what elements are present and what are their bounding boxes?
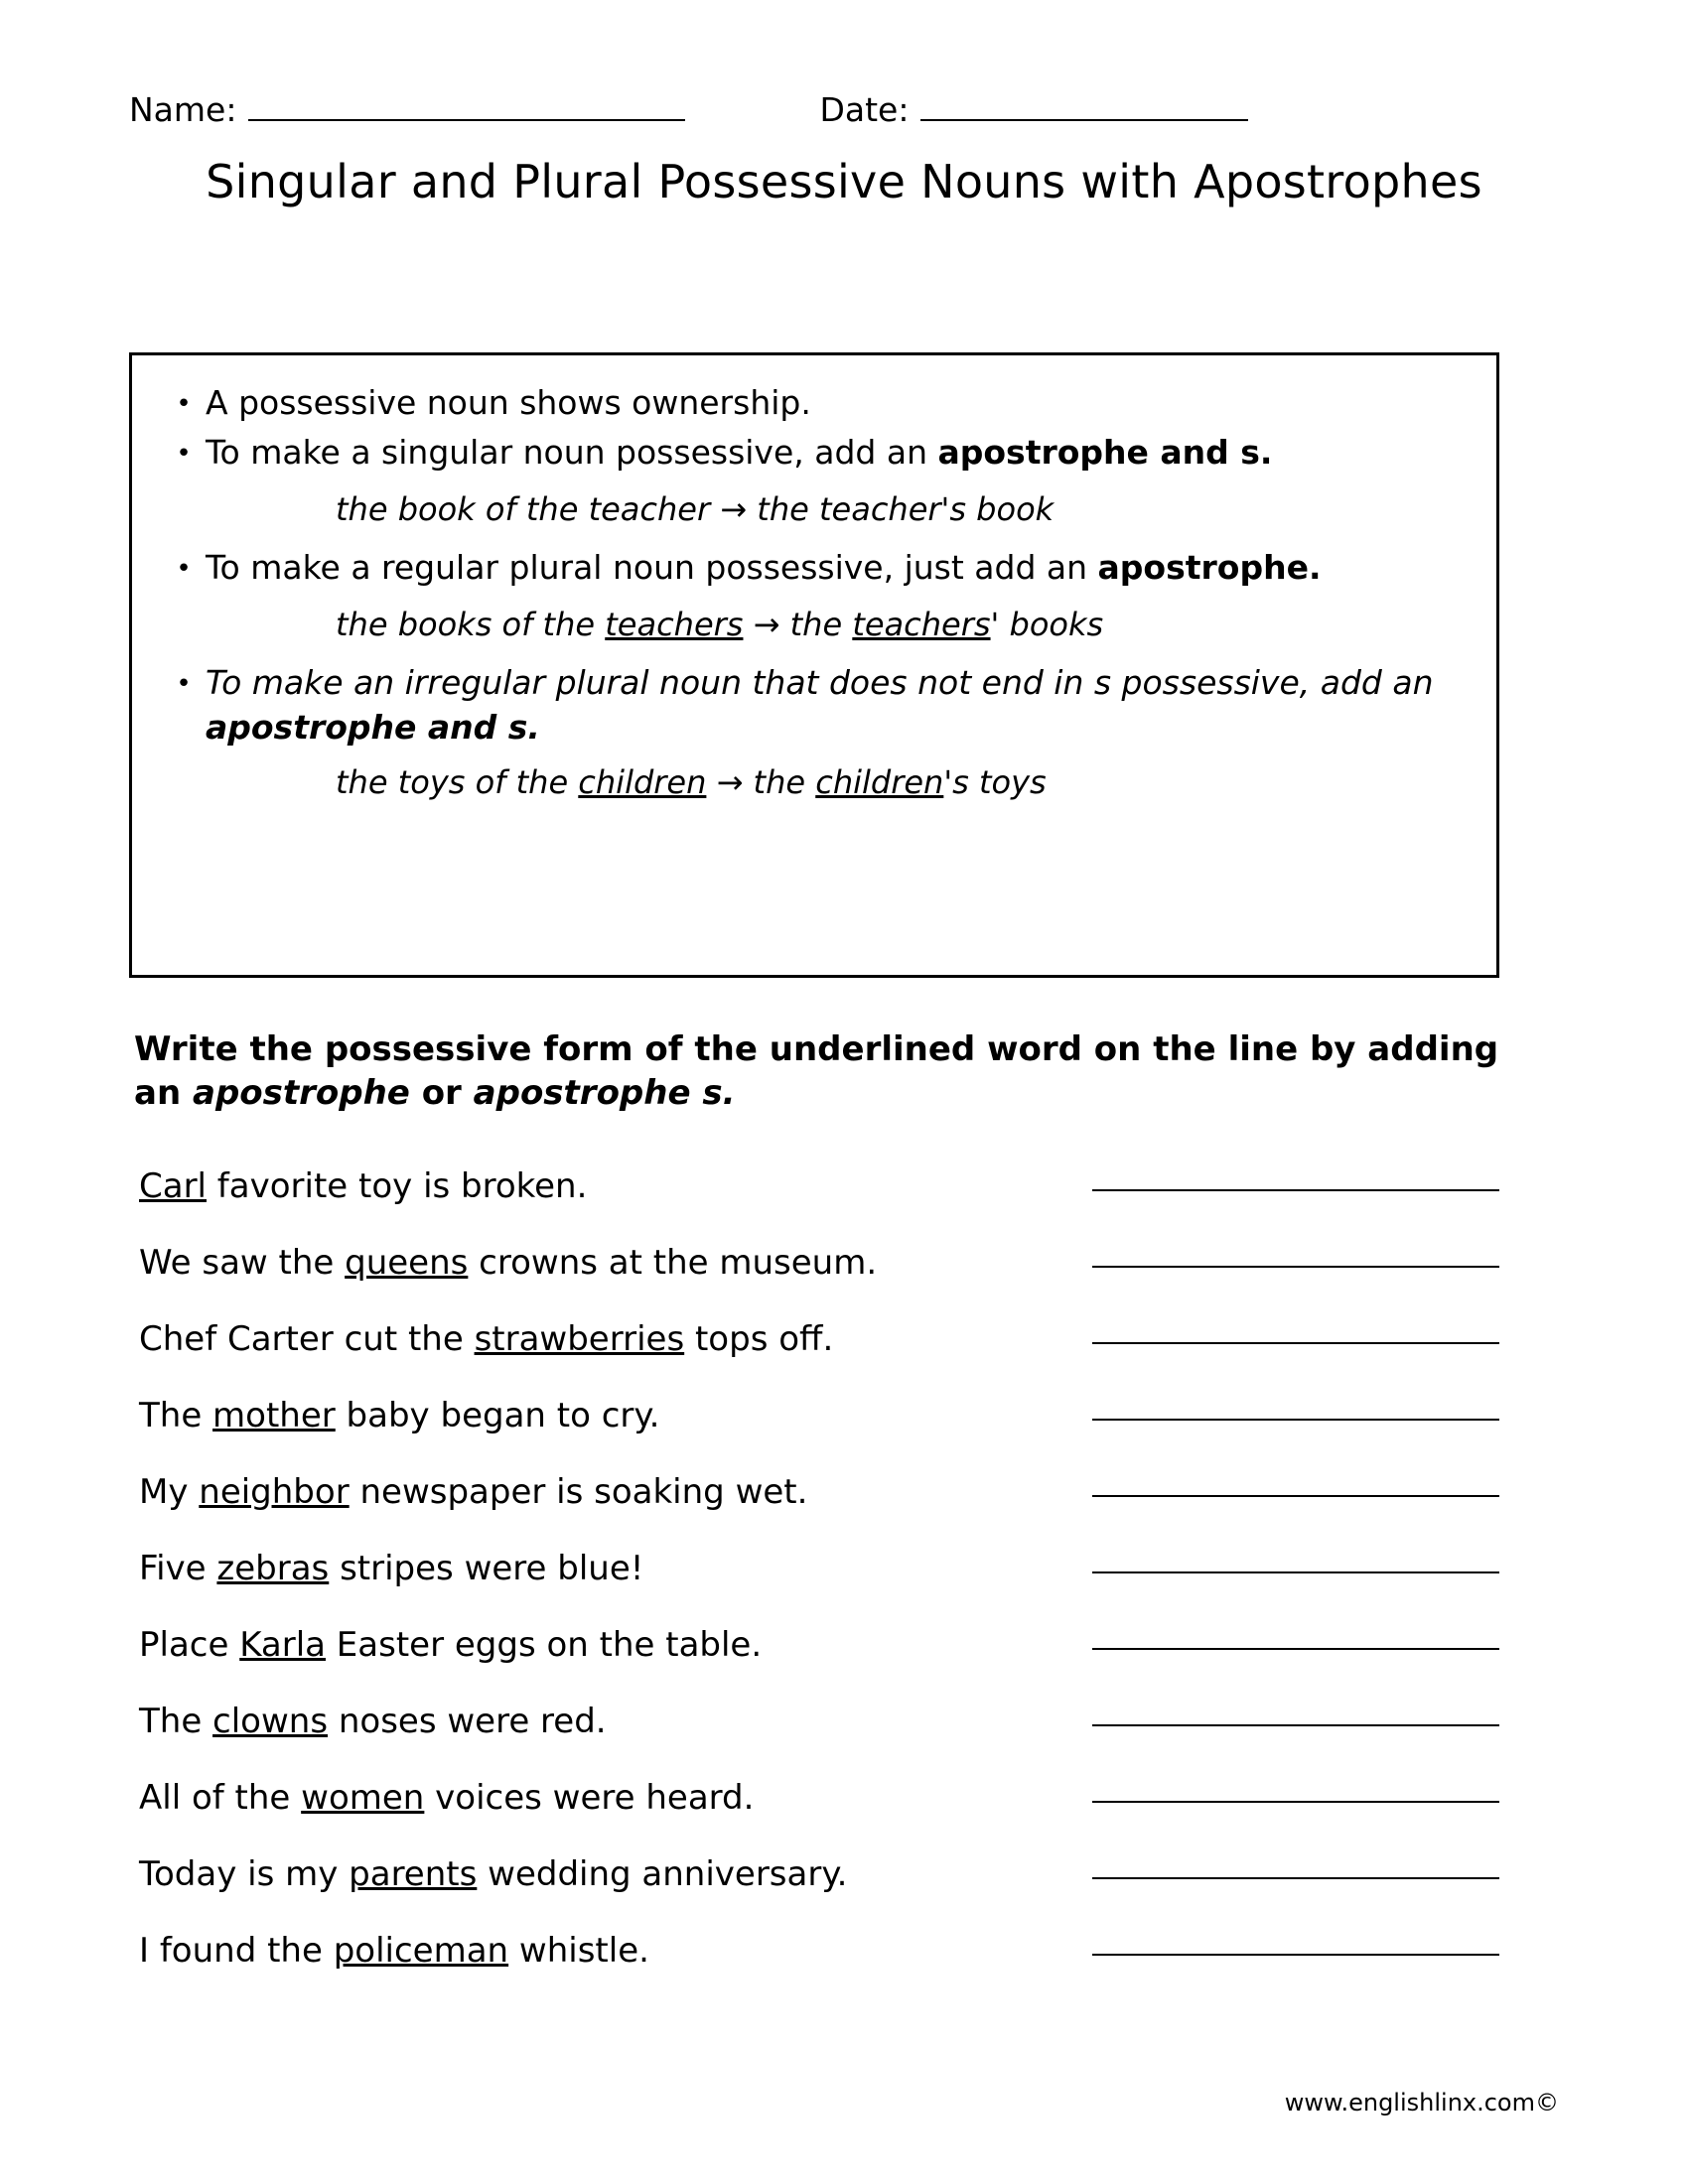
question-row bbox=[139, 1931, 1549, 2007]
rule-text: To make a singular noun possessive, add an apostrophe and s. bbox=[206, 433, 1273, 472]
bullet-icon: • bbox=[176, 439, 192, 469]
answer-line[interactable] bbox=[1092, 1469, 1499, 1497]
name-blank-line[interactable] bbox=[248, 89, 685, 121]
answer-line[interactable] bbox=[1092, 1851, 1499, 1879]
bullet-icon: • bbox=[176, 554, 192, 584]
rule-item bbox=[162, 661, 1467, 750]
rule-example: the books of the teachers → the teachers' books bbox=[336, 606, 1104, 643]
answer-line[interactable] bbox=[1092, 1163, 1499, 1191]
bullet-icon: • bbox=[176, 669, 192, 699]
question-row bbox=[139, 1166, 1549, 1243]
rule-example: the book of the teacher → the teacher's book bbox=[336, 490, 1055, 528]
question-list bbox=[139, 1166, 1549, 2007]
rule-item bbox=[162, 546, 1467, 592]
answer-line[interactable] bbox=[1092, 1699, 1499, 1726]
answer-line[interactable] bbox=[1092, 1928, 1499, 1956]
rule-text: To make an irregular plural noun that does not end in s possessive, add an apostrophe and s. bbox=[206, 663, 1434, 747]
date-label: Date: bbox=[819, 90, 910, 129]
question-row bbox=[139, 1778, 1549, 1854]
question-row bbox=[139, 1549, 1549, 1625]
answer-line[interactable] bbox=[1092, 1775, 1499, 1803]
question-row bbox=[139, 1625, 1549, 1702]
question-text: Place Karla Easter eggs on the table. bbox=[139, 1625, 763, 1665]
question-text: All of the women voices were heard. bbox=[139, 1778, 755, 1818]
rule-text: To make a regular plural noun possessive, just add an apostrophe. bbox=[206, 548, 1322, 587]
question-text: We saw the queens crowns at the museum. bbox=[139, 1243, 878, 1283]
answer-line[interactable] bbox=[1092, 1546, 1499, 1573]
instructions: Write the possessive form of the underlined word on the line by adding an apostrophe or apostrophe s. bbox=[134, 1029, 1499, 1114]
question-row bbox=[139, 1319, 1549, 1396]
rule-text: A possessive noun shows ownership. bbox=[206, 383, 811, 422]
question-text: The clowns noses were red. bbox=[139, 1702, 607, 1741]
question-text: The mother baby began to cry. bbox=[139, 1396, 660, 1435]
page-title: Singular and Plural Possessive Nouns with Apostrophes bbox=[206, 155, 1482, 208]
question-text: I found the policeman whistle. bbox=[139, 1931, 649, 1971]
name-label: Name: bbox=[129, 90, 237, 129]
rule-example: the toys of the children → the children's toys bbox=[336, 763, 1047, 802]
rule-item bbox=[162, 381, 1467, 427]
question-row bbox=[139, 1396, 1549, 1472]
bullet-icon: • bbox=[176, 389, 192, 419]
question-text: Five zebras stripes were blue! bbox=[139, 1549, 644, 1588]
answer-line[interactable] bbox=[1092, 1622, 1499, 1650]
question-text: My neighbor newspaper is soaking wet. bbox=[139, 1472, 808, 1512]
answer-line[interactable] bbox=[1092, 1240, 1499, 1268]
question-text: Carl favorite toy is broken. bbox=[139, 1166, 588, 1206]
answer-line[interactable] bbox=[1092, 1393, 1499, 1421]
date-blank-line[interactable] bbox=[920, 89, 1248, 121]
rules-box bbox=[129, 352, 1499, 978]
name-date-row bbox=[129, 89, 1420, 129]
question-text: Chef Carter cut the strawberries tops off. bbox=[139, 1319, 834, 1359]
answer-line[interactable] bbox=[1092, 1316, 1499, 1344]
question-text: Today is my parents wedding anniversary. bbox=[139, 1854, 848, 1894]
question-row bbox=[139, 1243, 1549, 1319]
rule-item bbox=[162, 431, 1467, 477]
question-row bbox=[139, 1702, 1549, 1778]
question-row bbox=[139, 1854, 1549, 1931]
footer-website: www.englishlinx.com© bbox=[1284, 2089, 1559, 2116]
question-row bbox=[139, 1472, 1549, 1549]
